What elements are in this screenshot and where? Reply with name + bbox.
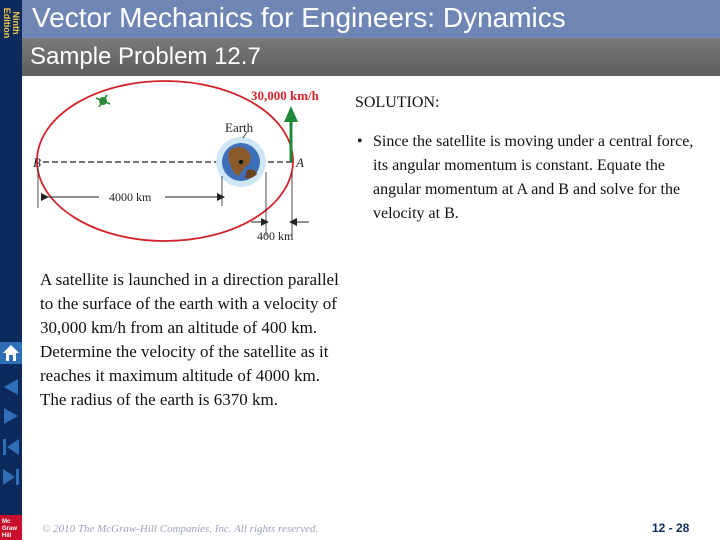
earth-label: Earth [225,120,254,135]
point-b-label: B [33,155,41,170]
velocity-label: 30,000 km/h [251,88,319,103]
problem-statement: A satellite is launched in a direction parallel to the surface of the earth with a velocity of 30,000 km/h from an altitude of 400 km. Determine the velocity of the satellite as it reaches it maximum altitude of 4000 km. The radius of the earth is 6370 km. [40,270,339,409]
slide-subtitle: Sample Problem 12.7 [30,43,261,70]
orbit-figure [25,76,350,256]
earth-icon [216,137,266,187]
forward-icon[interactable] [0,405,22,427]
title-bar [22,0,720,38]
home-icon[interactable] [0,342,22,364]
left-sidebar [0,0,22,540]
publisher-logo: Mc Graw Hill [0,515,22,540]
subtitle-bar [22,38,720,76]
copyright-notice: © 2010 The McGraw-Hill Companies, Inc. All rights reserved. [42,523,319,535]
solution-list [355,130,710,226]
page-number: 12 - 28 [652,521,690,535]
point-a-label: A [296,155,304,170]
first-slide-icon[interactable] [0,436,22,458]
distance-400-label: 400 km [257,229,294,243]
satellite-icon [96,95,110,107]
page-title: Vector Mechanics for Engineers: Dynamics [32,2,566,33]
solution-bullet-text: Since the satellite is moving under a central force, its angular momentum is constant. Equate the angular momentum at A and B and solve for the velocity at B. [373,133,694,222]
back-icon[interactable] [0,376,22,398]
solution-heading: SOLUTION: [355,94,440,111]
last-slide-icon[interactable] [0,466,22,488]
distance-4000-label: 4000 km [109,190,152,204]
edition-label: Ninth Edition [2,7,21,39]
solution-bullet: • Since the satellite is moving under a central force, its angular momentum is constant. Equate the angular momentum at A and B and solve for the velocity at B. [357,133,694,222]
